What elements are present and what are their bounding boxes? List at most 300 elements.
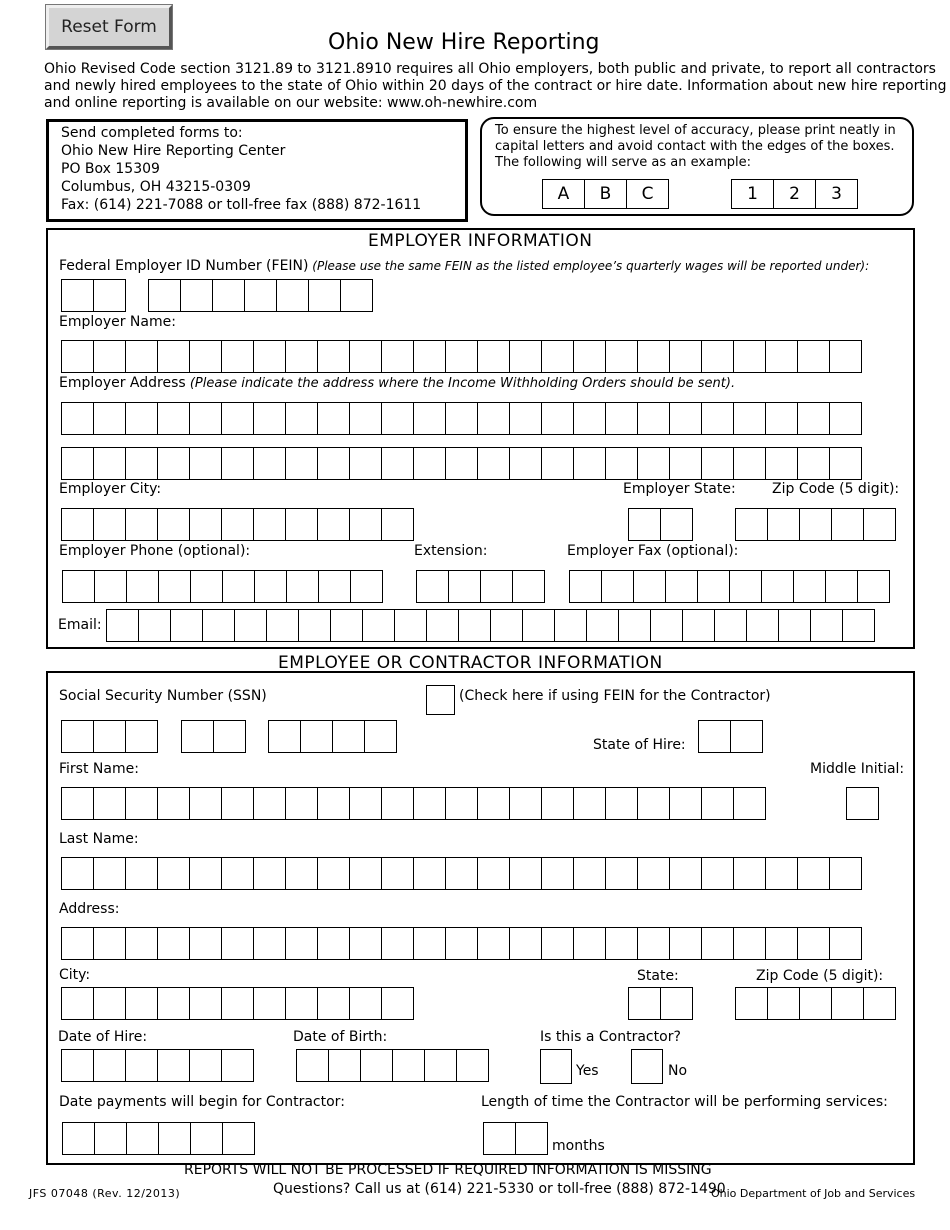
contractor-no-checkbox[interactable]	[631, 1049, 662, 1084]
char-box[interactable]	[846, 787, 879, 820]
employer-fax-boxes[interactable]	[569, 570, 889, 603]
char-box[interactable]	[413, 447, 446, 480]
address-boxes[interactable]	[61, 927, 861, 960]
char-box[interactable]	[729, 570, 762, 603]
char-box[interactable]	[180, 279, 213, 312]
char-box[interactable]	[605, 447, 638, 480]
char-box[interactable]	[394, 609, 427, 642]
char-box[interactable]	[212, 279, 245, 312]
char-box[interactable]	[93, 508, 126, 541]
char-box[interactable]	[157, 447, 190, 480]
char-box[interactable]	[381, 927, 414, 960]
char-box[interactable]	[540, 1049, 572, 1084]
char-box[interactable]	[456, 1049, 489, 1082]
char-box[interactable]	[701, 927, 734, 960]
state-of-hire-boxes[interactable]	[698, 720, 762, 753]
char-box[interactable]	[125, 857, 158, 890]
char-box[interactable]	[253, 987, 286, 1020]
char-box[interactable]	[682, 609, 715, 642]
char-box[interactable]	[253, 340, 286, 373]
char-box[interactable]	[628, 987, 661, 1020]
char-box[interactable]	[701, 447, 734, 480]
char-box[interactable]	[765, 340, 798, 373]
char-box[interactable]	[285, 787, 318, 820]
char-box[interactable]	[746, 609, 779, 642]
char-box[interactable]	[317, 340, 350, 373]
char-box[interactable]	[541, 447, 574, 480]
char-box[interactable]	[413, 927, 446, 960]
char-box[interactable]	[213, 720, 246, 753]
char-box[interactable]	[138, 609, 171, 642]
char-box[interactable]	[189, 927, 222, 960]
char-box[interactable]	[445, 402, 478, 435]
char-box[interactable]	[285, 447, 318, 480]
char-box[interactable]	[733, 857, 766, 890]
char-box[interactable]	[509, 787, 542, 820]
char-box[interactable]	[254, 570, 287, 603]
char-box[interactable]	[797, 447, 830, 480]
char-box[interactable]	[61, 720, 94, 753]
char-box[interactable]	[317, 447, 350, 480]
char-box[interactable]	[512, 570, 545, 603]
char-box[interactable]	[221, 1049, 254, 1082]
char-box[interactable]	[735, 987, 768, 1020]
char-box[interactable]	[541, 787, 574, 820]
char-box[interactable]	[660, 508, 693, 541]
employer-zip-boxes[interactable]	[735, 508, 895, 541]
char-box[interactable]	[381, 402, 414, 435]
char-box[interactable]	[125, 1049, 158, 1082]
char-box[interactable]	[61, 402, 94, 435]
char-box[interactable]	[416, 570, 449, 603]
char-box[interactable]	[181, 720, 214, 753]
char-box[interactable]	[285, 402, 318, 435]
char-box[interactable]	[285, 987, 318, 1020]
char-box[interactable]	[253, 787, 286, 820]
char-box[interactable]	[637, 927, 670, 960]
char-box[interactable]	[244, 279, 277, 312]
char-box[interactable]	[509, 402, 542, 435]
char-box[interactable]	[93, 1049, 126, 1082]
char-box[interactable]	[93, 987, 126, 1020]
char-box[interactable]	[189, 1049, 222, 1082]
char-box[interactable]	[413, 402, 446, 435]
employer-address-line-1-boxes[interactable]	[61, 402, 861, 435]
char-box[interactable]	[381, 508, 414, 541]
char-box[interactable]	[349, 508, 382, 541]
char-box[interactable]	[362, 609, 395, 642]
char-box[interactable]	[285, 927, 318, 960]
payments-begin-boxes[interactable]	[62, 1122, 254, 1155]
char-box[interactable]	[863, 987, 896, 1020]
char-box[interactable]	[631, 1049, 663, 1084]
char-box[interactable]	[62, 570, 95, 603]
char-box[interactable]	[426, 685, 455, 715]
char-box[interactable]	[317, 927, 350, 960]
char-box[interactable]	[157, 1049, 190, 1082]
char-box[interactable]	[665, 570, 698, 603]
char-box[interactable]	[125, 340, 158, 373]
char-box[interactable]	[637, 787, 670, 820]
char-box[interactable]	[253, 857, 286, 890]
char-box[interactable]	[509, 927, 542, 960]
char-box[interactable]	[797, 927, 830, 960]
char-box[interactable]	[253, 447, 286, 480]
char-box[interactable]	[61, 508, 94, 541]
char-box[interactable]	[761, 570, 794, 603]
char-box[interactable]	[445, 857, 478, 890]
char-box[interactable]	[765, 927, 798, 960]
char-box[interactable]	[793, 570, 826, 603]
char-box[interactable]	[477, 340, 510, 373]
char-box[interactable]	[573, 927, 606, 960]
char-box[interactable]	[799, 508, 832, 541]
char-box[interactable]	[317, 402, 350, 435]
employer-email-boxes[interactable]	[106, 609, 874, 642]
city-boxes[interactable]	[61, 987, 413, 1020]
char-box[interactable]	[797, 402, 830, 435]
char-box[interactable]	[669, 857, 702, 890]
char-box[interactable]	[285, 857, 318, 890]
char-box[interactable]	[445, 787, 478, 820]
char-box[interactable]	[222, 1122, 255, 1155]
char-box[interactable]	[61, 857, 94, 890]
char-box[interactable]	[669, 787, 702, 820]
char-box[interactable]	[573, 340, 606, 373]
char-box[interactable]	[477, 787, 510, 820]
char-box[interactable]	[221, 402, 254, 435]
employer-extension-boxes[interactable]	[416, 570, 544, 603]
char-box[interactable]	[93, 857, 126, 890]
date-of-hire-boxes[interactable]	[61, 1049, 253, 1082]
char-box[interactable]	[445, 447, 478, 480]
char-box[interactable]	[157, 857, 190, 890]
char-box[interactable]	[569, 570, 602, 603]
char-box[interactable]	[730, 720, 763, 753]
char-box[interactable]	[317, 987, 350, 1020]
char-box[interactable]	[650, 609, 683, 642]
char-box[interactable]	[126, 570, 159, 603]
char-box[interactable]	[253, 402, 286, 435]
char-box[interactable]	[364, 720, 397, 753]
char-box[interactable]	[733, 340, 766, 373]
middle-initial-box[interactable]	[846, 787, 878, 820]
char-box[interactable]	[328, 1049, 361, 1082]
char-box[interactable]	[202, 609, 235, 642]
char-box[interactable]	[221, 987, 254, 1020]
fein-suffix-boxes[interactable]	[148, 279, 372, 312]
char-box[interactable]	[831, 987, 864, 1020]
char-box[interactable]	[477, 927, 510, 960]
char-box[interactable]	[733, 402, 766, 435]
char-box[interactable]	[797, 857, 830, 890]
char-box[interactable]	[221, 927, 254, 960]
char-box[interactable]	[669, 402, 702, 435]
char-box[interactable]	[157, 987, 190, 1020]
char-box[interactable]	[628, 508, 661, 541]
char-box[interactable]	[189, 340, 222, 373]
char-box[interactable]	[317, 857, 350, 890]
char-box[interactable]	[61, 447, 94, 480]
char-box[interactable]	[477, 402, 510, 435]
employer-city-boxes[interactable]	[61, 508, 413, 541]
char-box[interactable]	[605, 340, 638, 373]
char-box[interactable]	[253, 508, 286, 541]
char-box[interactable]	[522, 609, 555, 642]
char-box[interactable]	[445, 927, 478, 960]
char-box[interactable]	[637, 402, 670, 435]
char-box[interactable]	[825, 570, 858, 603]
char-box[interactable]	[765, 402, 798, 435]
char-box[interactable]	[477, 857, 510, 890]
char-box[interactable]	[541, 340, 574, 373]
char-box[interactable]	[125, 787, 158, 820]
char-box[interactable]	[618, 609, 651, 642]
char-box[interactable]	[222, 570, 255, 603]
char-box[interactable]	[125, 987, 158, 1020]
contractor-yes-checkbox[interactable]	[540, 1049, 571, 1084]
char-box[interactable]	[125, 402, 158, 435]
char-box[interactable]	[125, 508, 158, 541]
char-box[interactable]	[573, 402, 606, 435]
char-box[interactable]	[94, 570, 127, 603]
char-box[interactable]	[332, 720, 365, 753]
char-box[interactable]	[158, 570, 191, 603]
char-box[interactable]	[285, 508, 318, 541]
char-box[interactable]	[189, 987, 222, 1020]
char-box[interactable]	[296, 1049, 329, 1082]
char-box[interactable]	[701, 402, 734, 435]
char-box[interactable]	[125, 447, 158, 480]
char-box[interactable]	[842, 609, 875, 642]
employer-name-boxes[interactable]	[61, 340, 861, 373]
char-box[interactable]	[330, 609, 363, 642]
char-box[interactable]	[480, 570, 513, 603]
char-box[interactable]	[458, 609, 491, 642]
char-box[interactable]	[158, 1122, 191, 1155]
char-box[interactable]	[601, 570, 634, 603]
char-box[interactable]	[234, 609, 267, 642]
char-box[interactable]	[170, 609, 203, 642]
char-box[interactable]	[735, 508, 768, 541]
ssn-serial-boxes[interactable]	[268, 720, 396, 753]
char-box[interactable]	[189, 402, 222, 435]
fein-contractor-checkbox[interactable]	[426, 685, 454, 715]
last-name-boxes[interactable]	[61, 857, 861, 890]
char-box[interactable]	[221, 447, 254, 480]
char-box[interactable]	[413, 857, 446, 890]
char-box[interactable]	[190, 1122, 223, 1155]
char-box[interactable]	[61, 787, 94, 820]
char-box[interactable]	[541, 402, 574, 435]
char-box[interactable]	[157, 927, 190, 960]
char-box[interactable]	[541, 857, 574, 890]
char-box[interactable]	[318, 570, 351, 603]
char-box[interactable]	[349, 402, 382, 435]
char-box[interactable]	[157, 340, 190, 373]
char-box[interactable]	[669, 340, 702, 373]
char-box[interactable]	[701, 857, 734, 890]
char-box[interactable]	[349, 447, 382, 480]
char-box[interactable]	[93, 279, 126, 312]
char-box[interactable]	[93, 720, 126, 753]
char-box[interactable]	[605, 402, 638, 435]
char-box[interactable]	[349, 857, 382, 890]
char-box[interactable]	[350, 570, 383, 603]
char-box[interactable]	[509, 447, 542, 480]
char-box[interactable]	[93, 787, 126, 820]
char-box[interactable]	[381, 340, 414, 373]
char-box[interactable]	[831, 508, 864, 541]
char-box[interactable]	[317, 508, 350, 541]
char-box[interactable]	[286, 570, 319, 603]
char-box[interactable]	[221, 787, 254, 820]
char-box[interactable]	[300, 720, 333, 753]
char-box[interactable]	[799, 987, 832, 1020]
char-box[interactable]	[637, 857, 670, 890]
char-box[interactable]	[94, 1122, 127, 1155]
char-box[interactable]	[413, 340, 446, 373]
char-box[interactable]	[189, 447, 222, 480]
char-box[interactable]	[381, 987, 414, 1020]
ssn-area-boxes[interactable]	[61, 720, 157, 753]
char-box[interactable]	[268, 720, 301, 753]
char-box[interactable]	[697, 570, 730, 603]
char-box[interactable]	[490, 609, 523, 642]
char-box[interactable]	[541, 927, 574, 960]
char-box[interactable]	[698, 720, 731, 753]
char-box[interactable]	[61, 927, 94, 960]
char-box[interactable]	[221, 857, 254, 890]
char-box[interactable]	[778, 609, 811, 642]
char-box[interactable]	[829, 447, 862, 480]
char-box[interactable]	[317, 787, 350, 820]
char-box[interactable]	[61, 1049, 94, 1082]
char-box[interactable]	[106, 609, 139, 642]
char-box[interactable]	[573, 787, 606, 820]
char-box[interactable]	[392, 1049, 425, 1082]
char-box[interactable]	[61, 987, 94, 1020]
zip-boxes[interactable]	[735, 987, 895, 1020]
char-box[interactable]	[276, 279, 309, 312]
char-box[interactable]	[637, 340, 670, 373]
char-box[interactable]	[767, 987, 800, 1020]
char-box[interactable]	[509, 857, 542, 890]
char-box[interactable]	[573, 447, 606, 480]
char-box[interactable]	[349, 987, 382, 1020]
char-box[interactable]	[349, 927, 382, 960]
char-box[interactable]	[829, 927, 862, 960]
char-box[interactable]	[605, 787, 638, 820]
employer-phone-boxes[interactable]	[62, 570, 382, 603]
service-length-boxes[interactable]	[483, 1122, 547, 1155]
char-box[interactable]	[714, 609, 747, 642]
char-box[interactable]	[733, 927, 766, 960]
char-box[interactable]	[573, 857, 606, 890]
char-box[interactable]	[829, 340, 862, 373]
employer-address-line-2-boxes[interactable]	[61, 447, 861, 480]
char-box[interactable]	[586, 609, 619, 642]
char-box[interactable]	[765, 447, 798, 480]
char-box[interactable]	[660, 987, 693, 1020]
char-box[interactable]	[633, 570, 666, 603]
char-box[interactable]	[190, 570, 223, 603]
char-box[interactable]	[701, 340, 734, 373]
char-box[interactable]	[93, 340, 126, 373]
char-box[interactable]	[93, 927, 126, 960]
char-box[interactable]	[381, 447, 414, 480]
char-box[interactable]	[189, 508, 222, 541]
state-boxes[interactable]	[628, 987, 692, 1020]
char-box[interactable]	[477, 447, 510, 480]
char-box[interactable]	[797, 340, 830, 373]
char-box[interactable]	[509, 340, 542, 373]
char-box[interactable]	[413, 787, 446, 820]
char-box[interactable]	[669, 447, 702, 480]
char-box[interactable]	[285, 340, 318, 373]
char-box[interactable]	[424, 1049, 457, 1082]
char-box[interactable]	[61, 340, 94, 373]
char-box[interactable]	[554, 609, 587, 642]
char-box[interactable]	[829, 857, 862, 890]
fein-prefix-boxes[interactable]	[61, 279, 125, 312]
date-of-birth-boxes[interactable]	[296, 1049, 488, 1082]
ssn-group-boxes[interactable]	[181, 720, 245, 753]
char-box[interactable]	[829, 402, 862, 435]
char-box[interactable]	[426, 609, 459, 642]
char-box[interactable]	[733, 447, 766, 480]
char-box[interactable]	[733, 787, 766, 820]
char-box[interactable]	[148, 279, 181, 312]
char-box[interactable]	[298, 609, 331, 642]
char-box[interactable]	[93, 402, 126, 435]
char-box[interactable]	[349, 787, 382, 820]
char-box[interactable]	[157, 508, 190, 541]
char-box[interactable]	[308, 279, 341, 312]
char-box[interactable]	[381, 787, 414, 820]
char-box[interactable]	[605, 857, 638, 890]
char-box[interactable]	[157, 402, 190, 435]
char-box[interactable]	[221, 508, 254, 541]
char-box[interactable]	[93, 447, 126, 480]
char-box[interactable]	[340, 279, 373, 312]
char-box[interactable]	[669, 927, 702, 960]
reset-form-button[interactable]: Reset Form	[46, 5, 172, 49]
char-box[interactable]	[765, 857, 798, 890]
char-box[interactable]	[221, 340, 254, 373]
char-box[interactable]	[189, 787, 222, 820]
employer-state-boxes[interactable]	[628, 508, 692, 541]
char-box[interactable]	[863, 508, 896, 541]
char-box[interactable]	[483, 1122, 516, 1155]
first-name-boxes[interactable]	[61, 787, 765, 820]
char-box[interactable]	[515, 1122, 548, 1155]
char-box[interactable]	[857, 570, 890, 603]
char-box[interactable]	[637, 447, 670, 480]
char-box[interactable]	[349, 340, 382, 373]
char-box[interactable]	[253, 927, 286, 960]
char-box[interactable]	[381, 857, 414, 890]
char-box[interactable]	[189, 857, 222, 890]
char-box[interactable]	[125, 720, 158, 753]
char-box[interactable]	[61, 279, 94, 312]
char-box[interactable]	[360, 1049, 393, 1082]
char-box[interactable]	[62, 1122, 95, 1155]
char-box[interactable]	[767, 508, 800, 541]
char-box[interactable]	[445, 340, 478, 373]
char-box[interactable]	[605, 927, 638, 960]
char-box[interactable]	[157, 787, 190, 820]
